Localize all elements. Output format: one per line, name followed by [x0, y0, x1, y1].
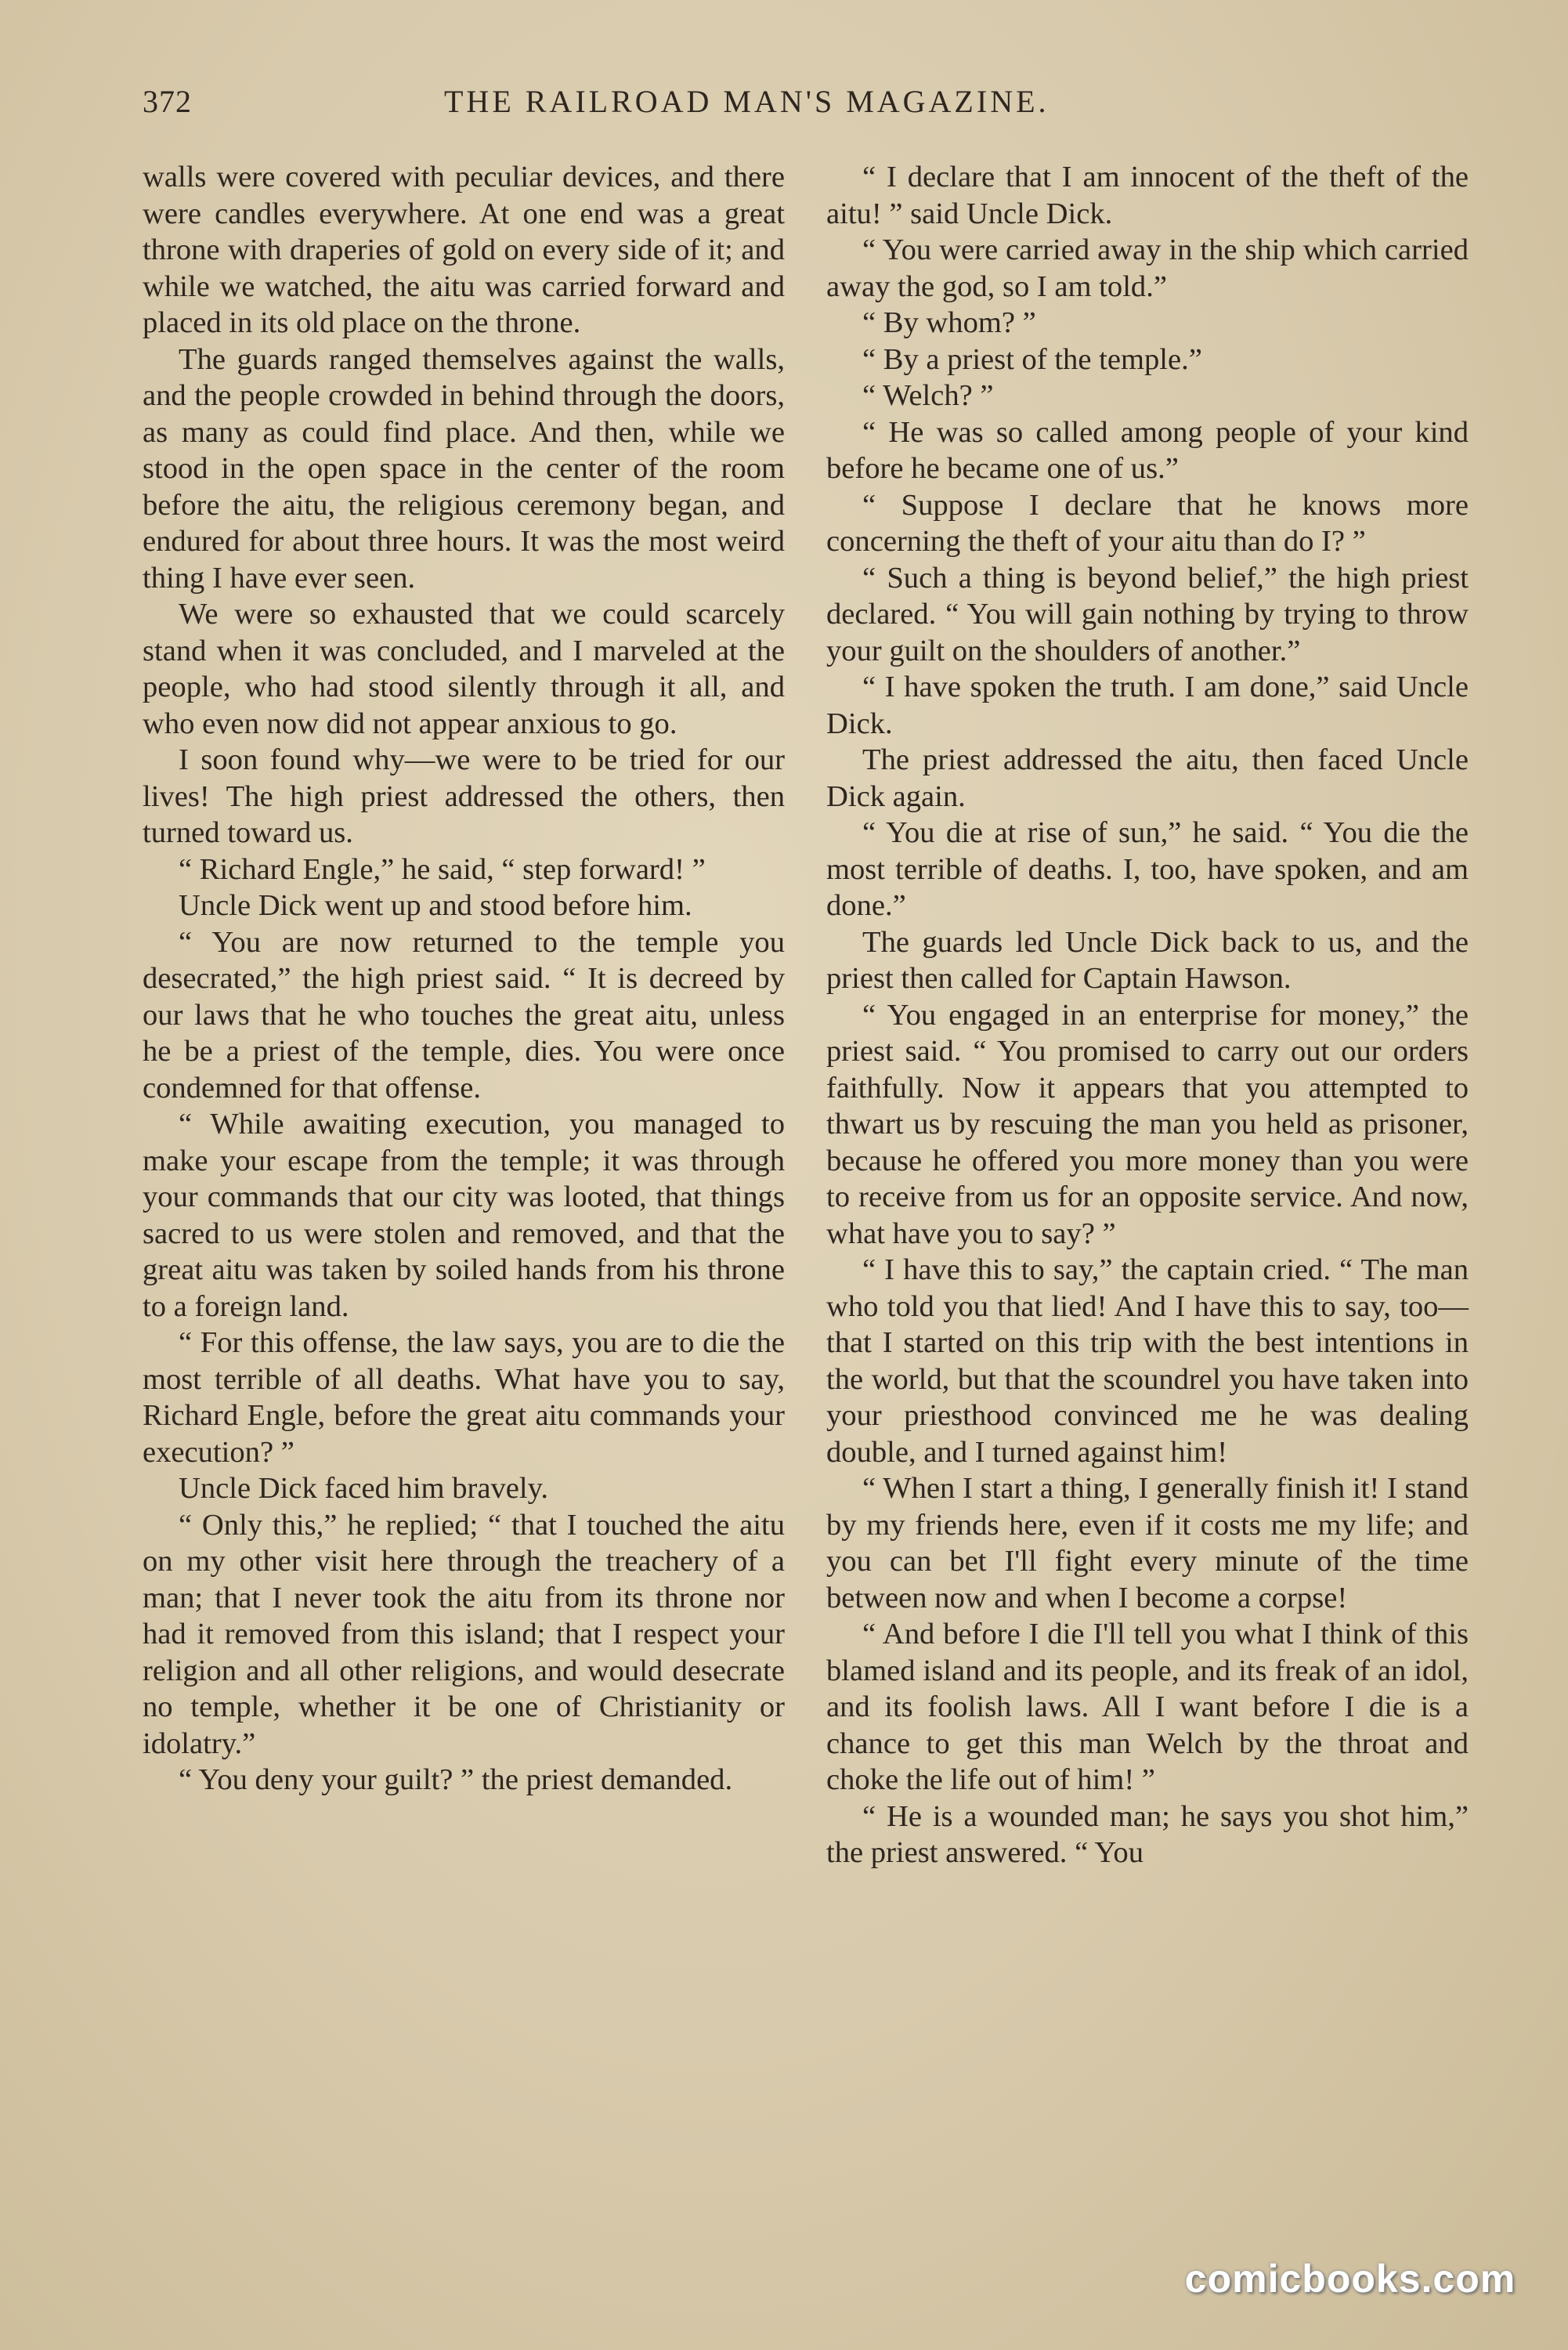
paragraph: The priest addressed the aitu, then faced Uncle Dick again.	[826, 743, 1469, 813]
paragraph: “ He is a wounded man; he says you shot him,” the priest answered. “ You	[826, 1799, 1469, 1869]
left-text-column	[143, 159, 785, 1799]
paragraph: “ You are now returned to the temple you desecrated,” the high priest said. “ It is decreed by our laws that he who touches the great aitu, unless he be a priest of the temple, dies. You were once condemned for that offense.	[143, 925, 785, 1104]
paragraph: I soon found why—we were to be tried for our lives! The high priest addressed the others, then turned toward us.	[143, 743, 785, 849]
paragraph: The guards led Uncle Dick back to us, and the priest then called for Captain Hawson.	[826, 925, 1469, 995]
paragraph: Uncle Dick faced him bravely.	[179, 1472, 549, 1505]
paragraph: walls were covered with peculiar devices, and there were candles everywhere. At one end was a great throne with draperies of gold on every side of it; and while we watched, the aitu was carried forward and placed in its old place on the throne.	[143, 161, 785, 339]
paragraph: “ And before I die I'll tell you what I think of this blamed island and its people, and its freak of an idol, and its foolish laws. All I want before I die is a chance to get this man Welch by the throat and choke the life out of him! ”	[826, 1618, 1469, 1796]
paragraph: “ You engaged in an enterprise for money,” the priest said. “ You promised to carry out our orders faithfully. Now it appears that you attempted to thwart us by rescuing the man you held as prisoner, because he offered you more money than you were to receive from us for an opposite service. And now, what have you to say? ”	[826, 998, 1469, 1250]
paragraph: “ You die at rise of sun,” he said. “ You die the most terrible of deaths. I, too, have spoken, and am done.”	[826, 816, 1469, 922]
paragraph: “ I declare that I am innocent of the theft of the aitu! ” said Uncle Dick.	[826, 161, 1469, 230]
paragraph: “ Such a thing is beyond belief,” the high priest declared. “ You will gain nothing by trying to throw your guilt on the shoulders of another.”	[826, 561, 1469, 667]
paragraph: “ While awaiting execution, you managed to make your escape from the temple; it was through your commands that our city was looted, that things sacred to us were stolen and removed, and that the great aitu was taken by soiled hands from his throne to a foreign land.	[143, 1108, 785, 1323]
paragraph: The guards ranged themselves against the walls, and the people crowded in behind through the doors, as many as could find place. And then, while we stood in the open space in the center of the room before the aitu, the religious ceremony began, and endured for about three hours. It was the most weird thing I have ever seen.	[143, 342, 785, 595]
paragraph: “ You were carried away in the ship which carried away the god, so I am told.”	[826, 233, 1469, 303]
paragraph: “ Richard Engle,” he said, “ step forward! ”	[179, 852, 706, 886]
paragraph: “ Only this,” he replied; “ that I touched the aitu on my other visit here through the treachery of a man; that I never took the aitu from its throne nor had it removed from this island; that I respect your religion and all other religions, and would desecrate no temple, whether it be one of Christianity or idolatry.”	[143, 1508, 785, 1760]
page-number: 372	[143, 84, 192, 119]
right-text-column	[826, 159, 1469, 1871]
paragraph: “ Suppose I declare that he knows more concerning the theft of your aitu than do I? ”	[826, 488, 1469, 558]
watermark-logo: comicbooks.com	[1184, 2257, 1516, 2301]
paragraph: “ Welch? ”	[862, 379, 994, 412]
paragraph: Uncle Dick went up and stood before him.	[179, 889, 692, 922]
paragraph: “ For this offense, the law says, you are to die the most terrible of all deaths. What have you to say, Richard Engle, before the great aitu commands your execution? ”	[143, 1326, 785, 1469]
paragraph: “ You deny your guilt? ” the priest demanded.	[179, 1763, 733, 1796]
paragraph: “ By whom? ”	[862, 306, 1036, 339]
paragraph: We were so exhausted that we could scarcely stand when it was concluded, and I marveled at the people, who had stood silently through it all, and who even now did not appear anxious to go.	[143, 598, 785, 740]
page-header	[143, 77, 1474, 124]
paragraph: “ When I start a thing, I generally finish it! I stand by my friends here, even if it costs me my life; and you can bet I'll fight every minute of the time between now and when I become a corpse!	[826, 1472, 1469, 1614]
paragraph: “ I have spoken the truth. I am done,” said Uncle Dick.	[826, 671, 1469, 740]
paragraph: “ By a priest of the temple.”	[862, 342, 1202, 376]
paragraph: “ I have this to say,” the captain cried. “ The man who told you that lied! And I have this to say, too—that I started on this trip with the best intentions in the world, but that the scoundrel you have taken into your priesthood convinced me he was dealing double, and I turned against him!	[826, 1253, 1469, 1469]
paragraph: “ He was so called among people of your kind before he became one of us.”	[826, 415, 1469, 485]
running-head: THE RAILROAD MAN'S MAGAZINE.	[444, 84, 1050, 119]
